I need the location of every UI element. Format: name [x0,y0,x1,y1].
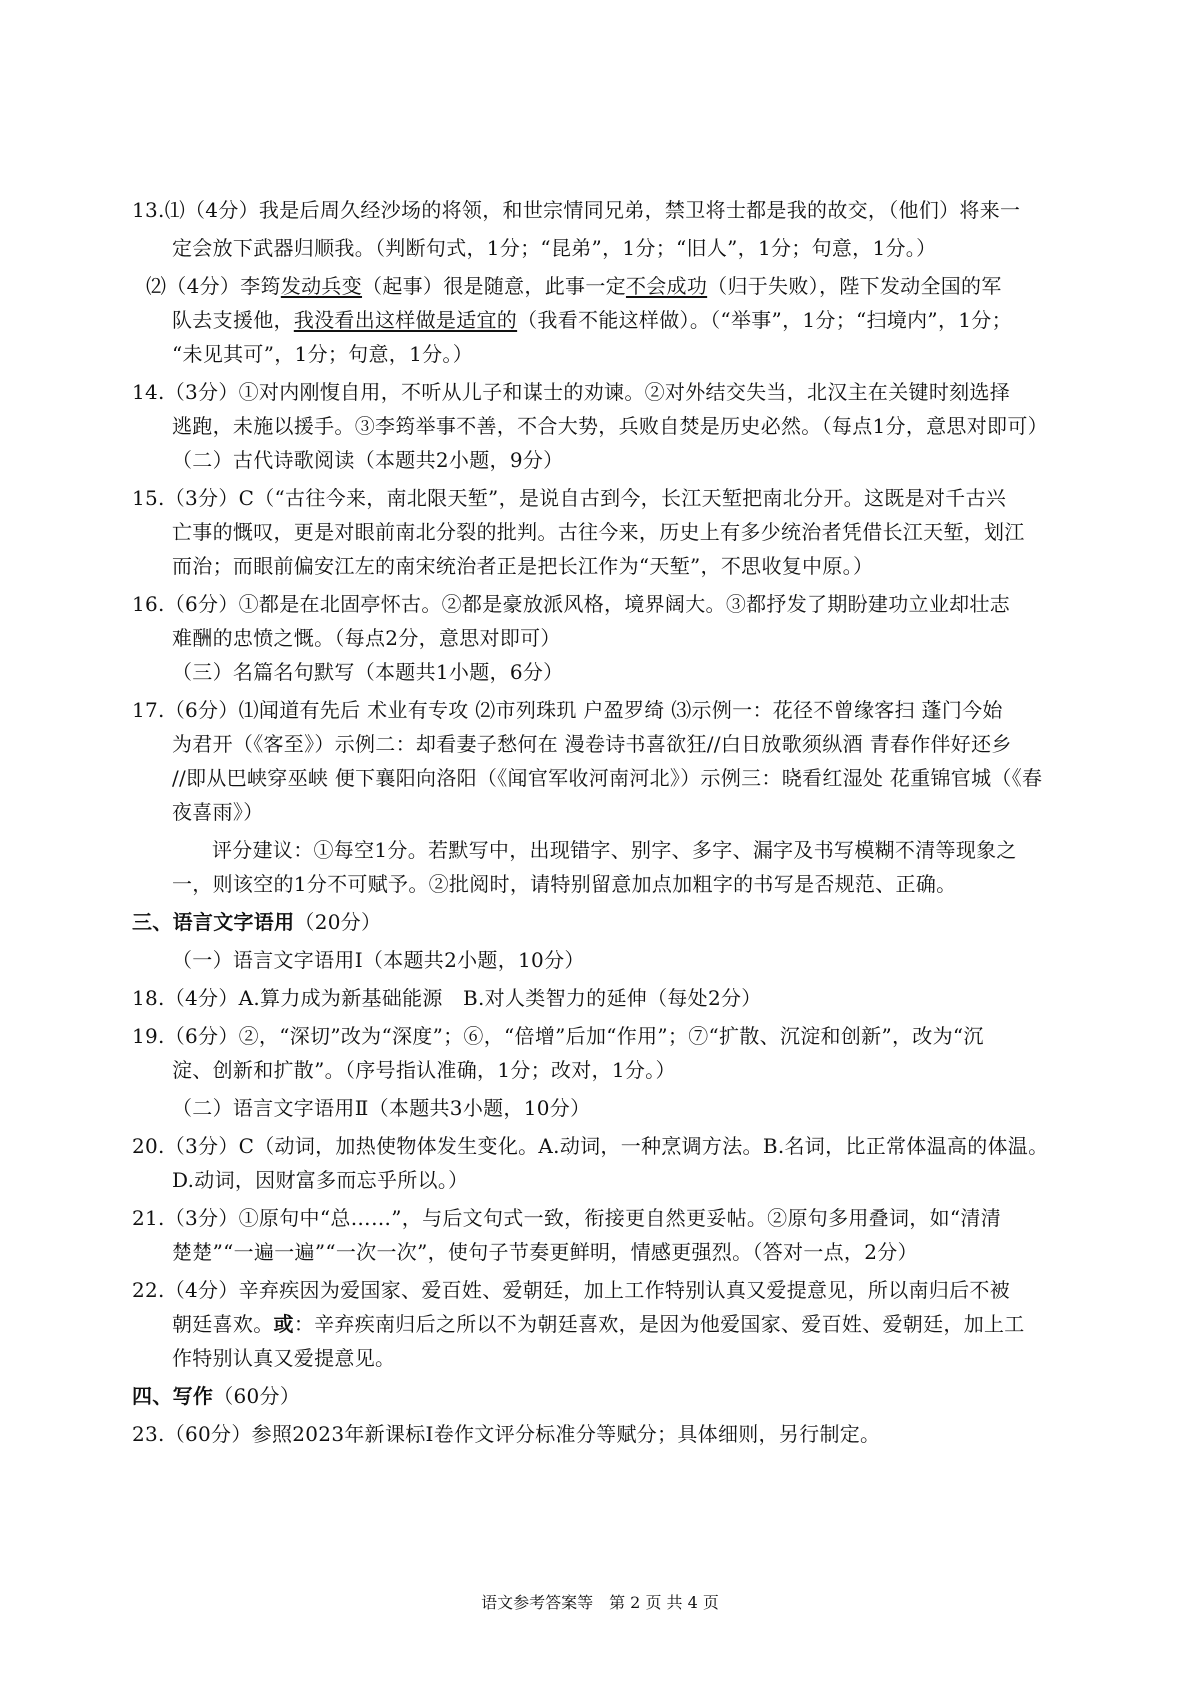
text-segment: ⑵（4分）李筠 [146,274,281,298]
answer-14-line-1: 14.（3分）①对内刚愎自用，不听从儿子和谋士的劝谏。②对外结交失当，北汉主在关键时刻选择 [132,380,1011,404]
answer-17-line-1: 17.（6分）⑴闻道有先后 术业有专攻 ⑵市列珠玑 户盈罗绮 ⑶示例一：花径不曾缘客扫 蓬门今始 [132,698,1003,722]
answer-13-1-line-1: 13.⑴（4分）我是后周久经沙场的将领，和世宗情同兄弟，禁卫将士都是我的故交，（他们）将来一 [132,198,1021,222]
answer-20-line-2: D.动词，因财富多而忘乎所以。） [172,1168,469,1192]
text-segment: 队去支援他， [172,308,294,332]
answer-21-line-2: 楚楚”“一遍一遍”“一次一次”，使句子节奏更鲜明，情感更强烈。（答对一点，2分） [172,1240,918,1264]
answer-15-line-3: 而治；而眼前偏安江左的南宋统治者正是把长江作为“天堑”，不思收复中原。） [172,554,874,578]
section-four-heading [132,1382,300,1410]
answer-23: 23.（60分）参照2023年新课标Ⅰ卷作文评分标准分等赋分；具体细则，另行制定。 [132,1422,881,1446]
subsection-dictation: （三）名篇名句默写（本题共1小题，6分） [172,660,564,684]
section-score: （60分） [213,1384,301,1408]
answer-21-line-1: 21.（3分）①原句中“总……”，与后文句式一致，衔接更自然更妥帖。②原句多用叠词，如“清清 [132,1206,1002,1230]
subsection-language-1: （一）语言文字语用Ⅰ（本题共2小题，10分） [172,948,585,972]
answer-22-line-1: 22.（4分）辛弃疾因为爱国家、爱百姓、爱朝廷，加上工作特别认真又爱提意见，所以南归后不被 [132,1278,1011,1302]
answer-16-line-1: 16.（6分）①都是在北固亭怀古。②都是豪放派风格，境界阔大。③都抒发了期盼建功立业却壮志 [132,592,1011,616]
answer-13-2-line-2 [172,306,1012,334]
answer-19-line-1: 19.（6分）②，“深切”改为“深度”；⑥，“倍增”后加“作用”；⑦“扩散、沉淀和创新”，改为“沉 [132,1024,984,1048]
answer-13-2-line-1 [146,272,1002,300]
scoring-advice-line-2: 一，则该空的1分不可赋予。②批阅时，请特别留意加点加粗字的书写是否规范、正确。 [172,872,957,896]
subsection-poetry: （二）古代诗歌阅读（本题共2小题，9分） [172,448,564,472]
answer-13-1-line-2: 定会放下武器归顺我。（判断句式，1分；“昆弟”，1分；“旧人”，1分；句意，1分。） [172,236,937,260]
underlined-phrase: 发动兵变 [280,274,363,298]
section-score: （20分） [294,910,382,934]
answer-19-line-2: 淀、创新和扩散”。（序号指认准确，1分；改对，1分。） [172,1058,676,1082]
answer-18: 18.（4分）A.算力成为新基础能源 B.对人类智力的延伸（每处2分） [132,986,762,1010]
underlined-phrase: 我没看出这样做是适宜的 [293,308,518,332]
page-footer: 语文参考答案等 第 2 页 共 4 页 [481,1593,719,1612]
text-segment: 朝廷喜欢。 [172,1312,274,1336]
underlined-phrase: 不会成功 [625,274,708,298]
answer-17-line-2: 为君开（《客至》）示例二：却看妻子愁何在 漫卷诗书喜欲狂//白日放歌须纵酒 青春作伴好还乡 [172,732,1012,756]
section-title: 三、语言文字语用 [132,910,295,934]
answer-14-line-2: 逃跑，未施以援手。③李筠举事不善，不合大势，兵败自焚是历史必然。（每点1分，意思对即可） [172,414,1048,438]
section-three-heading [132,908,381,936]
answer-15-line-2: 亡事的慨叹，更是对眼前南北分裂的批判。古往今来，历史上有多少统治者凭借长江天堑，划江 [172,520,1025,544]
subsection-language-2: （二）语言文字语用Ⅱ（本题共3小题，10分） [172,1096,591,1120]
or-marker: 或 [273,1312,294,1336]
text-segment: （我看不能这样做）。（“举事”，1分；“扫境内”，1分； [517,308,1012,332]
answer-20-line-1: 20.（3分）C（动词，加热使物体发生变化。A.动词，一种烹调方法。B.名词，比正常体温高的体温。 [132,1134,1049,1158]
answer-22-line-3: 作特别认真又爱提意见。 [172,1346,396,1370]
text-segment: ：辛弃疾南归后之所以不为朝廷喜欢，是因为他爱国家、爱百姓、爱朝廷，加上工 [293,1312,1025,1336]
text-segment: （起事）很是随意，此事一定 [362,274,626,298]
scoring-advice-line-1: 评分建议：①每空1分。若默写中，出现错字、别字、多字、漏字及书写模糊不清等现象之 [212,838,1017,862]
answer-17-line-3: //即从巴峡穿巫峡 便下襄阳向洛阳（《闻官军收河南河北》）示例三：晓看红湿处 花重锦官城（《春 [172,766,1043,790]
answer-13-2-line-3: “未见其可”，1分；句意，1分。） [172,342,473,366]
answer-15-line-1: 15.（3分）C（“古往今来，南北限天堑”，是说自古到今，长江天堑把南北分开。这既是对千古兴 [132,486,1007,510]
answer-22-line-2 [172,1310,1025,1338]
answer-17-line-4: 夜喜雨》） [172,800,264,824]
answer-16-line-2: 难酬的忠愤之慨。（每点2分，意思对即可） [172,626,561,650]
section-title: 四、写作 [132,1384,214,1408]
text-segment: （归于失败），陛下发动全国的军 [707,274,1002,298]
